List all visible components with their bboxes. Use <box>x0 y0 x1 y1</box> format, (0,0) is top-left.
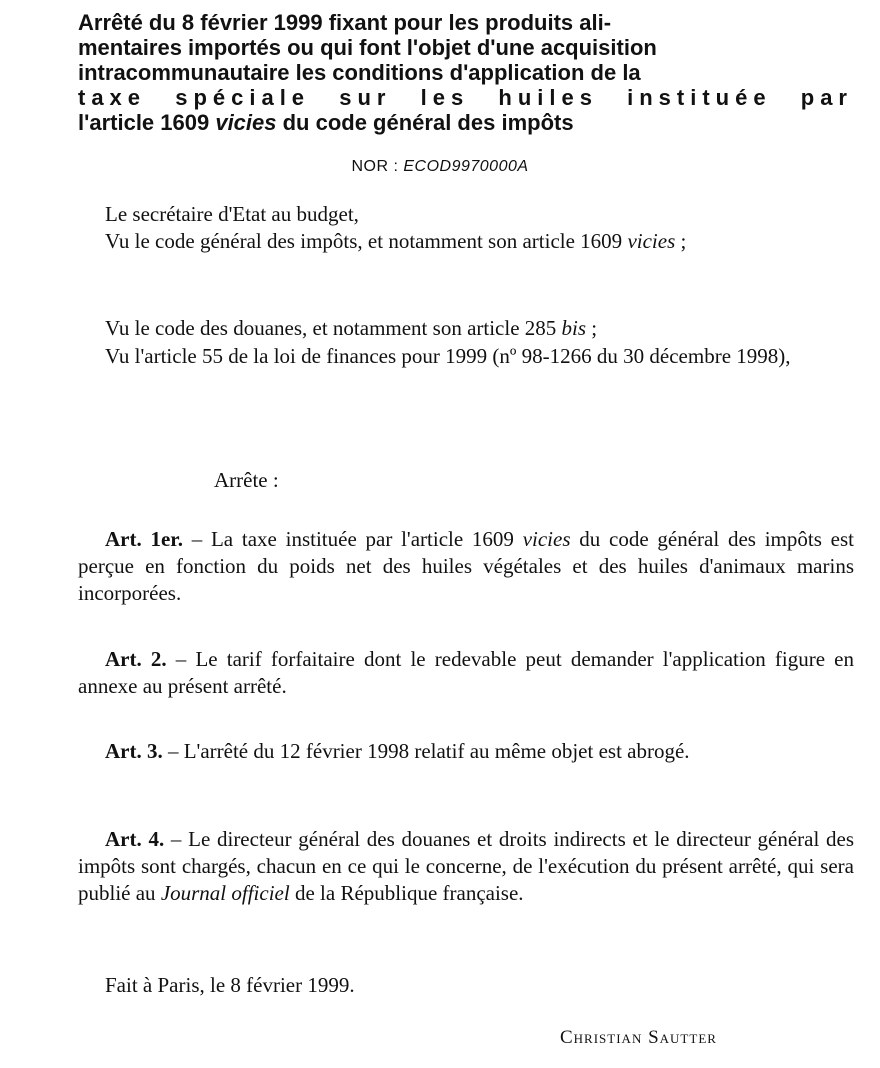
closing-line: Fait à Paris, le 8 février 1999. <box>105 973 355 997</box>
title-line-5-italic: vicies <box>215 110 277 135</box>
article-3 <box>78 738 854 765</box>
article-1 <box>78 526 854 607</box>
visa-douanes-italic: bis <box>561 316 587 340</box>
visa-cgi-italic: vicies <box>627 229 676 253</box>
title-line-3: intracommunautaire les conditions d'application de la <box>78 60 641 85</box>
article-1-italic: vicies <box>522 527 571 551</box>
visa-cgi-post: ; <box>675 229 687 253</box>
decree-title <box>78 10 853 135</box>
arrete-label: Arrête : <box>214 468 279 492</box>
signature: Christian Sautter <box>560 1027 717 1048</box>
visa-douanes-post: ; <box>586 316 598 340</box>
title-line-1: Arrêté du 8 février 1999 fixant pour les produits ali- <box>78 10 612 35</box>
visa-cgi <box>78 228 854 255</box>
signatory-line: Le secrétaire d'Etat au budget, <box>105 202 359 226</box>
article-4-label: Art. 4. <box>105 827 165 851</box>
article-4 <box>78 826 854 907</box>
visa-douanes <box>78 315 854 342</box>
article-3-label: Art. 3. <box>105 739 163 763</box>
title-line-5 <box>78 110 853 135</box>
article-2 <box>78 646 854 700</box>
article-4-italic: Journal officiel <box>160 881 290 905</box>
article-1-label: Art. 1er. <box>105 527 183 551</box>
title-line-4: taxe spéciale sur les huiles instituée par <box>78 85 853 110</box>
article-2-label: Art. 2. <box>105 647 167 671</box>
nor-reference <box>0 158 880 176</box>
article-4-pre: – Le directeur général des douanes et droits indirects et le directeur général des impôts sont chargés, chacun en ce qui le concerne, de l'exécution du présent arrêté, qui sera publié au <box>78 827 855 905</box>
article-2-text: – Le tarif forfaitaire dont le redevable peut demander l'application figure en annexe au présent arrêté. <box>78 647 854 698</box>
nor-label: NOR : <box>351 158 404 175</box>
visa-cgi-pre: Vu le code général des impôts, et notamment son article 1609 <box>105 229 628 253</box>
nor-code: ECOD9970000A <box>403 158 529 175</box>
article-1-pre: – La taxe instituée par l'article 1609 <box>182 527 523 551</box>
visa-douanes-pre: Vu le code des douanes, et notamment son article 285 <box>105 316 562 340</box>
title-line-5-pre: l'article 1609 <box>78 110 216 135</box>
article-1-post: du code général des impôts est perçue en fonction du poids net des huiles végétales et des huiles d'animaux marins incorporées. <box>78 527 854 605</box>
title-line-2: mentaires importés ou qui font l'objet d'une acquisition <box>78 35 657 60</box>
visa-loi-finances: Vu l'article 55 de la loi de finances pour 1999 (nº 98-1266 du 30 décembre 1998), <box>105 344 791 368</box>
article-3-text: – L'arrêté du 12 février 1998 relatif au même objet est abrogé. <box>162 739 690 763</box>
title-line-5-post: du code général des impôts <box>276 110 574 135</box>
article-4-post: de la République française. <box>289 881 524 905</box>
